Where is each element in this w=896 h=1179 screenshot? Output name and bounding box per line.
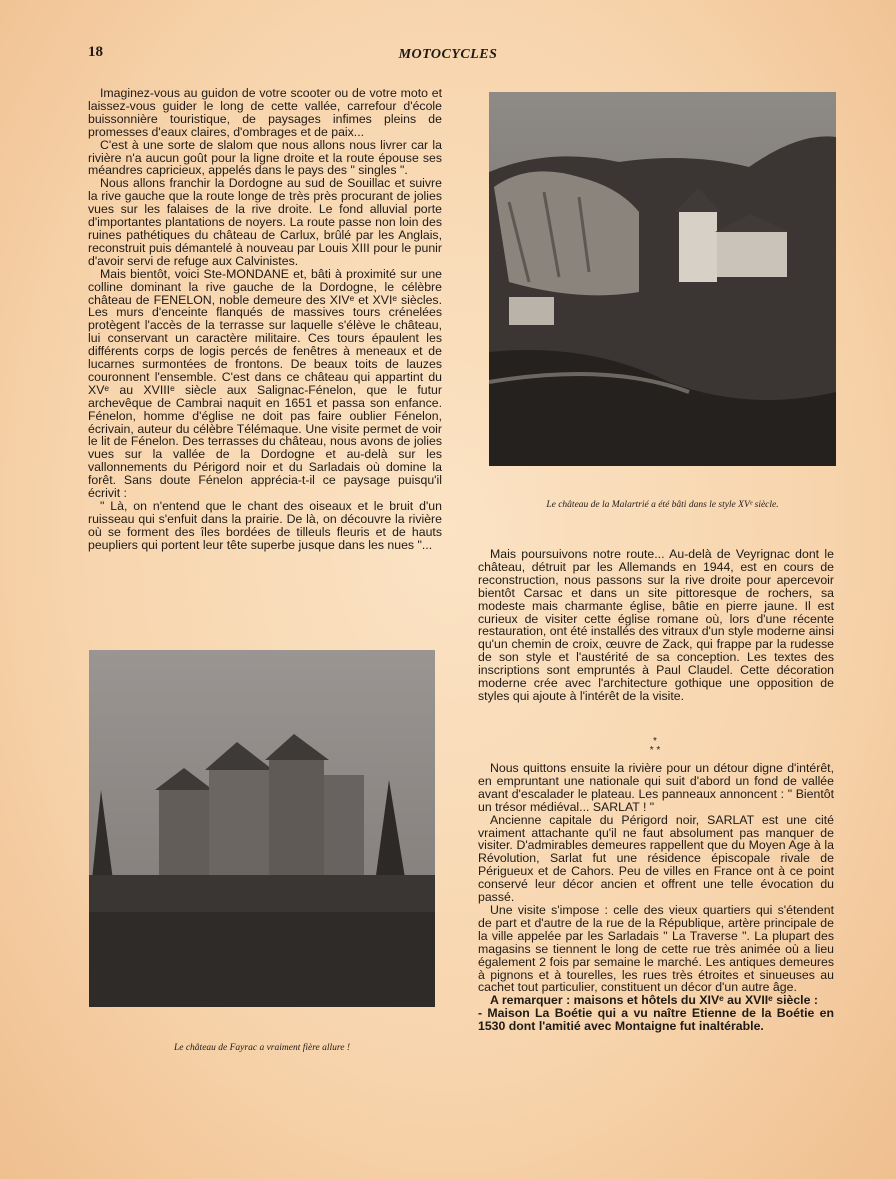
article-column-left [88,87,442,552]
running-head: MOTOCYCLES [398,47,498,62]
paragraph: Une visite s'impose : celle des vieux quartiers qui s'étendent de part et d'autre de la rue de la République, artère principale de la ville appelée par les Sarladais " La Traverse ". La plupart des magasins se tiennent le long de cette rue très animée où a lieu également 2 fois par semaine le marché. Les antiques demeures à pignons et à tourelles, les rues très étroites et sinueuses au cachet tout particulier, constituent un décor d'un autre âge. [478,902,834,995]
paragraph: Nous allons franchir la Dordogne au sud de Souillac et suivre la rive gauche que la route longe de très près procurant de jolies vues sur les falaises de la rive droite. Le fond alluvial porte d'importantes plantations de noyers. La route passe non loin des ruines pathétiques du château de Carlux, brûlé par les Anglais, reconstruit puis démantelé à nouveau par Louis XIII pour le punir d'avoir servi de refuge aux Calvinistes. [88,176,442,268]
article-column-right-bottom [478,762,834,1033]
photo-chateau-malartrie [489,92,836,466]
section-separator: * * * [649,736,661,756]
paragraph: Mais poursuivons notre route... Au-delà de Veyrignac dont le château, détruit par les Allemands en 1944, est en cours de reconstruction, nous passons sur la rive droite pour apercevoir bientôt Carsac et dans un site pittoresque de rochers, sa modeste mais charmante église, bâtie en pierre jaune. Il est curieux de visiter cette église romane où, lors d'une récente restauration, ont été installés des vitraux d'un style moderne ainsi qu'un chemin de croix, œuvre de Zack, qui frappe par la rudesse de son style et l'austérité de sa conception. Les textes des inscriptions sont empruntés à Paul Claudel. Cette décoration moderne crée avec l'architecture gothique une opposition de styles qui ajoute à l'intérêt de la visite. [478,547,834,703]
paragraph: A remarquer : maisons et hôtels du XIVᵉ au XVIIᵉ siècle : [490,993,818,1008]
paragraph: Ancienne capitale du Périgord noir, SARLAT est une cité vraiment attachante qu'il ne faut absolument pas manquer de visiter. D'admirables demeures rappellent que du Moyen Age à la Révolution, Sarlat fut une résidence épiscopale rivale de Périgueux et de Cahors. Peu de villes en France ont à ce point conservé leur décor ancien et offrent une telle évocation du passé. [478,812,834,905]
page-number: 18 [88,44,103,60]
photo-caption: Le château de Fayrac a vraiment fière allure ! [173,1043,351,1053]
paragraph: Mais bientôt, voici Ste-MONDANE et, bâti à proximité sur une colline dominant la rive gauche de la Dordogne, le célèbre château de FENELON, noble demeure des XIVᵉ et XVIᵉ siècles. Les murs d'enceinte flanqués de massives tours crénelées protègent l'accès de la terrasse sur laquelle s'élève le château, lui conservant un caractère militaire. Ces tours épaulent les différents corps de logis percés de fenêtres à meneaux et de lucarnes surmontées de frontons. De beaux toits de lauzes couronnent l'ensemble. C'est dans ce château qui appartint du XVᵉ au XVIIIᵉ siècle aux Salignac-Fénelon, que le futur archevêque de Cambrai naquit en 1651 et passa son enfance. Fénelon, homme d'église ne doit pas faire oublier Fénelon, écrivain, auteur du célèbre Télémaque. Une visite permet de voir le lit de Fénelon. Des terrasses du château, nous avons de jolies vues sur la vallée de la Dordogne et au-delà sur les vallonnements du Périgord noir et du Sarladais où domine la forêt. Sans doute Fénelon apprécia-t-il ce paysage puisqu'il écrivit : [88,266,442,501]
quote-paragraph: " Là, on n'entend que le chant des oiseaux et le bruit d'un ruisseau qui s'enfuit dans la prairie. De là, on découvre la rivière où se forment des îles bordées de tilleuls fleuris et de hauts peupliers qui portent leur tête superbe jusque dans les nues "... [88,499,442,552]
paragraph: Imaginez-vous au guidon de votre scooter ou de votre moto et laissez-vous guider le long de cette vallée, carrefour d'école buissonnière touristique, de paysages infimes pleins de promesses d'eaux claires, d'ombrages et de paix... [88,86,442,139]
paragraph: Nous quittons ensuite la rivière pour un détour digne d'intérêt, en empruntant une nationale qui suit d'abord un fond de vallée avant d'escalader le plateau. Les panneaux annoncent : " Bientôt un trésor médiéval... SARLAT ! " [478,761,834,814]
article-column-right-top [478,548,834,703]
paragraph: C'est à une sorte de slalom que nous allons nous livrer car la rivière n'a aucun goût pour la ligne droite et la route épouse ses méandres capricieux, appelés dans le pays des " singles ". [88,137,442,178]
list-item: - Maison La Boétie qui a vu naître Etienne de la Boétie en 1530 dont l'amitié avec Montaigne fut inaltérable. [478,1006,834,1034]
photo-chateau-fayrac [89,650,435,1007]
photo-caption: Le château de la Malartrié a été bâti dans le style XVᵉ siècle. [546,500,779,510]
